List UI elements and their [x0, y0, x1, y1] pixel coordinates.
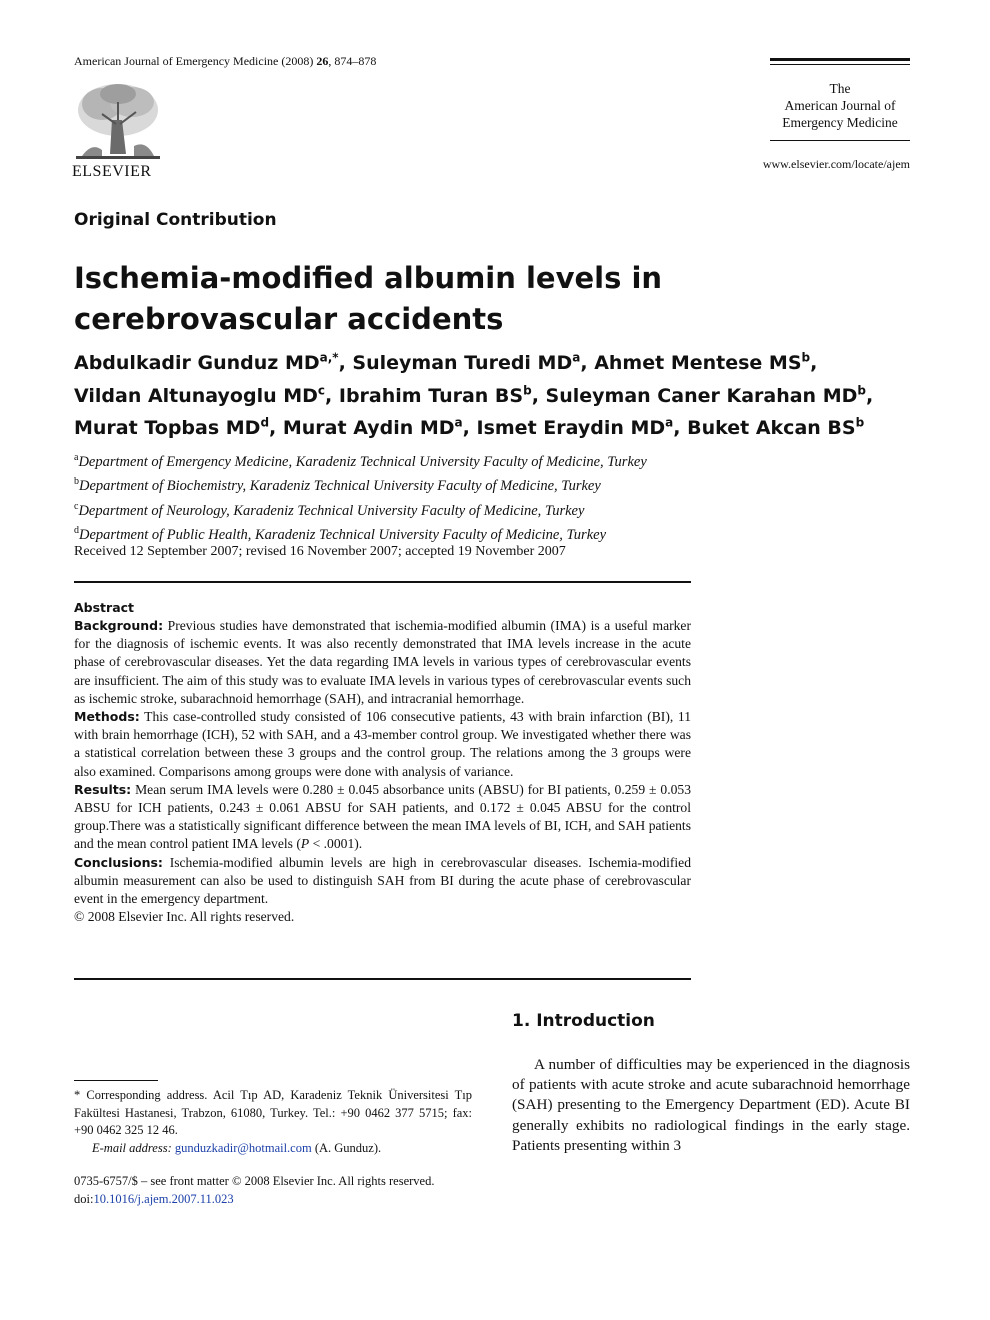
issn-block: [74, 1173, 494, 1208]
abstract-conclusions: Conclusions: Ischemia-modified albumin levels are high in cerebrovascular diseases. Ischemia-modified albumin measurement can also be used to distinguish SAH from BI during the acute phase of cerebrovascular event in the emergency department.: [74, 854, 691, 907]
title-line1: Ischemia-modified albumin levels in: [74, 261, 663, 295]
email-line: E-mail address: gunduzkadir@hotmail.com (A. Gunduz).: [92, 1140, 382, 1155]
footnote-rule: [74, 1080, 158, 1081]
section-type: Original Contribution: [74, 210, 277, 230]
journal-name-line1: The: [829, 81, 851, 96]
affiliation-list: [74, 448, 834, 545]
abstract-methods: Methods: This case-controlled study consisted of 106 consecutive patients, 43 with brain infarction (BI), 11 with brain hemorrhage (ICH), 52 with SAH, and a 43-member control group. We investigated whether there was a statistical correlation between these 3 groups and the control group. The relations among the 3 groups were also examined. Comparisons among groups were done with analysis of variance.: [74, 709, 691, 779]
title-line2: cerebrovascular accidents: [74, 302, 504, 336]
publisher-name: ELSEVIER: [72, 163, 152, 180]
abstract-body: [74, 617, 691, 926]
affiliation: $^b$Department of Biochemistry, Karadeniz Technical University Faculty of Medicine, Turkey: [74, 476, 601, 495]
author: Ibrahim Turan $BS^b$,: [338, 383, 546, 407]
abstract-rule-bottom: [74, 978, 691, 980]
abstract-heading: Abstract: [74, 600, 135, 615]
journal-rule-thin: [770, 64, 910, 65]
author: Murat Topbas $MD^d$,: [74, 415, 283, 439]
author-list: [74, 345, 914, 442]
journal-rule-bottom: [770, 140, 910, 141]
journal-url[interactable]: www.elsevier.com/locate/ajem: [762, 157, 910, 171]
abstract-background: Background: Previous studies have demonstrated that ischemia-modified albumin (IMA) is a useful marker for the diagnosis of ischemic events. It was also recently demonstrated that IMA levels increase in the acute phase of cerebrovascular diseases. Yet the data regarding IMA levels in various types of cerebrovascular events are insufficient. The aim of this study was to evaluate IMA levels in various types of cerebrovascular events such as ischemic stroke, subarachnoid hemorrhage (SAH), and intracranial hemorrhage.: [74, 618, 691, 706]
doi-line: doi:10.1016/j.ajem.2007.11.023: [74, 1191, 234, 1206]
email-link[interactable]: gunduzkadir@hotmail.com: [174, 1140, 312, 1155]
corresponding-address: * Corresponding address. Acil Tıp AD, Karadeniz Teknik Üniversitesi Tıp Fakültesi Hastanesi, Trabzon, 61080, Turkey. Tel.: +90 0462 377 5715; fax: +90 0462 325 12 46.: [74, 1088, 472, 1137]
intro-paragraph: A number of difficulties may be experienced in the diagnosis of patients with acute stroke and acute subarachnoid hemorrhage (SAH) presenting to the Emergency Department (ED). Acute BI generally exhibits no radiological findings in the early stage. Patients presenting within 3: [512, 1056, 910, 1154]
affiliation: $^a$Department of Emergency Medicine, Karadeniz Technical University Faculty of Medicine, Turkey: [74, 452, 647, 470]
author: Ahmet Mentese $MS^b$,: [594, 351, 818, 375]
affiliation: $^c$Department of Neurology, Karadeniz Technical University Faculty of Medicine, Turkey: [74, 500, 585, 519]
journal-citation: [74, 54, 376, 69]
journal-name-line2: American Journal of: [784, 98, 896, 113]
author: Vildan Altunayoglu $MD^c$,: [74, 383, 339, 407]
citation-prefix: American Journal of Emergency Medicine (2008): [74, 54, 317, 68]
author: Suleyman Caner Karahan $MD^b$,: [545, 383, 874, 407]
author: Suleyman Turedi $MD^a$,: [352, 351, 595, 375]
received-dates: Received 12 September 2007; revised 16 November 2007; accepted 19 November 2007: [74, 544, 566, 559]
doi-link[interactable]: 10.1016/j.ajem.2007.11.023: [93, 1191, 234, 1206]
journal-name-line3: Emergency Medicine: [782, 115, 898, 130]
journal-name: [770, 80, 910, 131]
abstract-rule-top: [74, 581, 691, 583]
abstract-results: Results: Mean serum IMA levels were 0.280 ± 0.045 absorbance units (ABSU) for BI patients, 0.259 ± 0.053 ABSU for ICH patients, 0.243 ± 0.061 ABSU for SAH patients, and 0.172 ± 0.045 ABSU for the control group.There was a statistically significant difference between the mean IMA levels of BI, ICH, and SAH patients and the mean control patient IMA levels (P < .0001).: [74, 781, 691, 852]
citation-volume: 26: [316, 54, 329, 68]
affiliation: $^d$Department of Public Health, Karadeniz Technical University Faculty of Medicine, Turkey: [74, 524, 606, 543]
article-title: [74, 258, 774, 340]
author: Ismet Eraydin $MD^a$,: [476, 415, 688, 439]
author: Buket Akcan $BS^b$: [687, 415, 865, 439]
issn-line: 0735-6757/$ – see front matter © 2008 Elsevier Inc. All rights reserved.: [74, 1174, 435, 1188]
intro-heading: 1. Introduction: [512, 1011, 655, 1031]
corresponding-footnote: [74, 1087, 472, 1157]
journal-rule-thick: [770, 58, 910, 61]
abstract-copyright: © 2008 Elsevier Inc. All rights reserved.: [74, 909, 295, 925]
author: Murat Aydin $MD^a$,: [282, 415, 477, 439]
citation-pages: , 874–878: [328, 54, 377, 68]
author: Abdulkadir Gunduz $MD^{a,*}$,: [74, 351, 353, 375]
